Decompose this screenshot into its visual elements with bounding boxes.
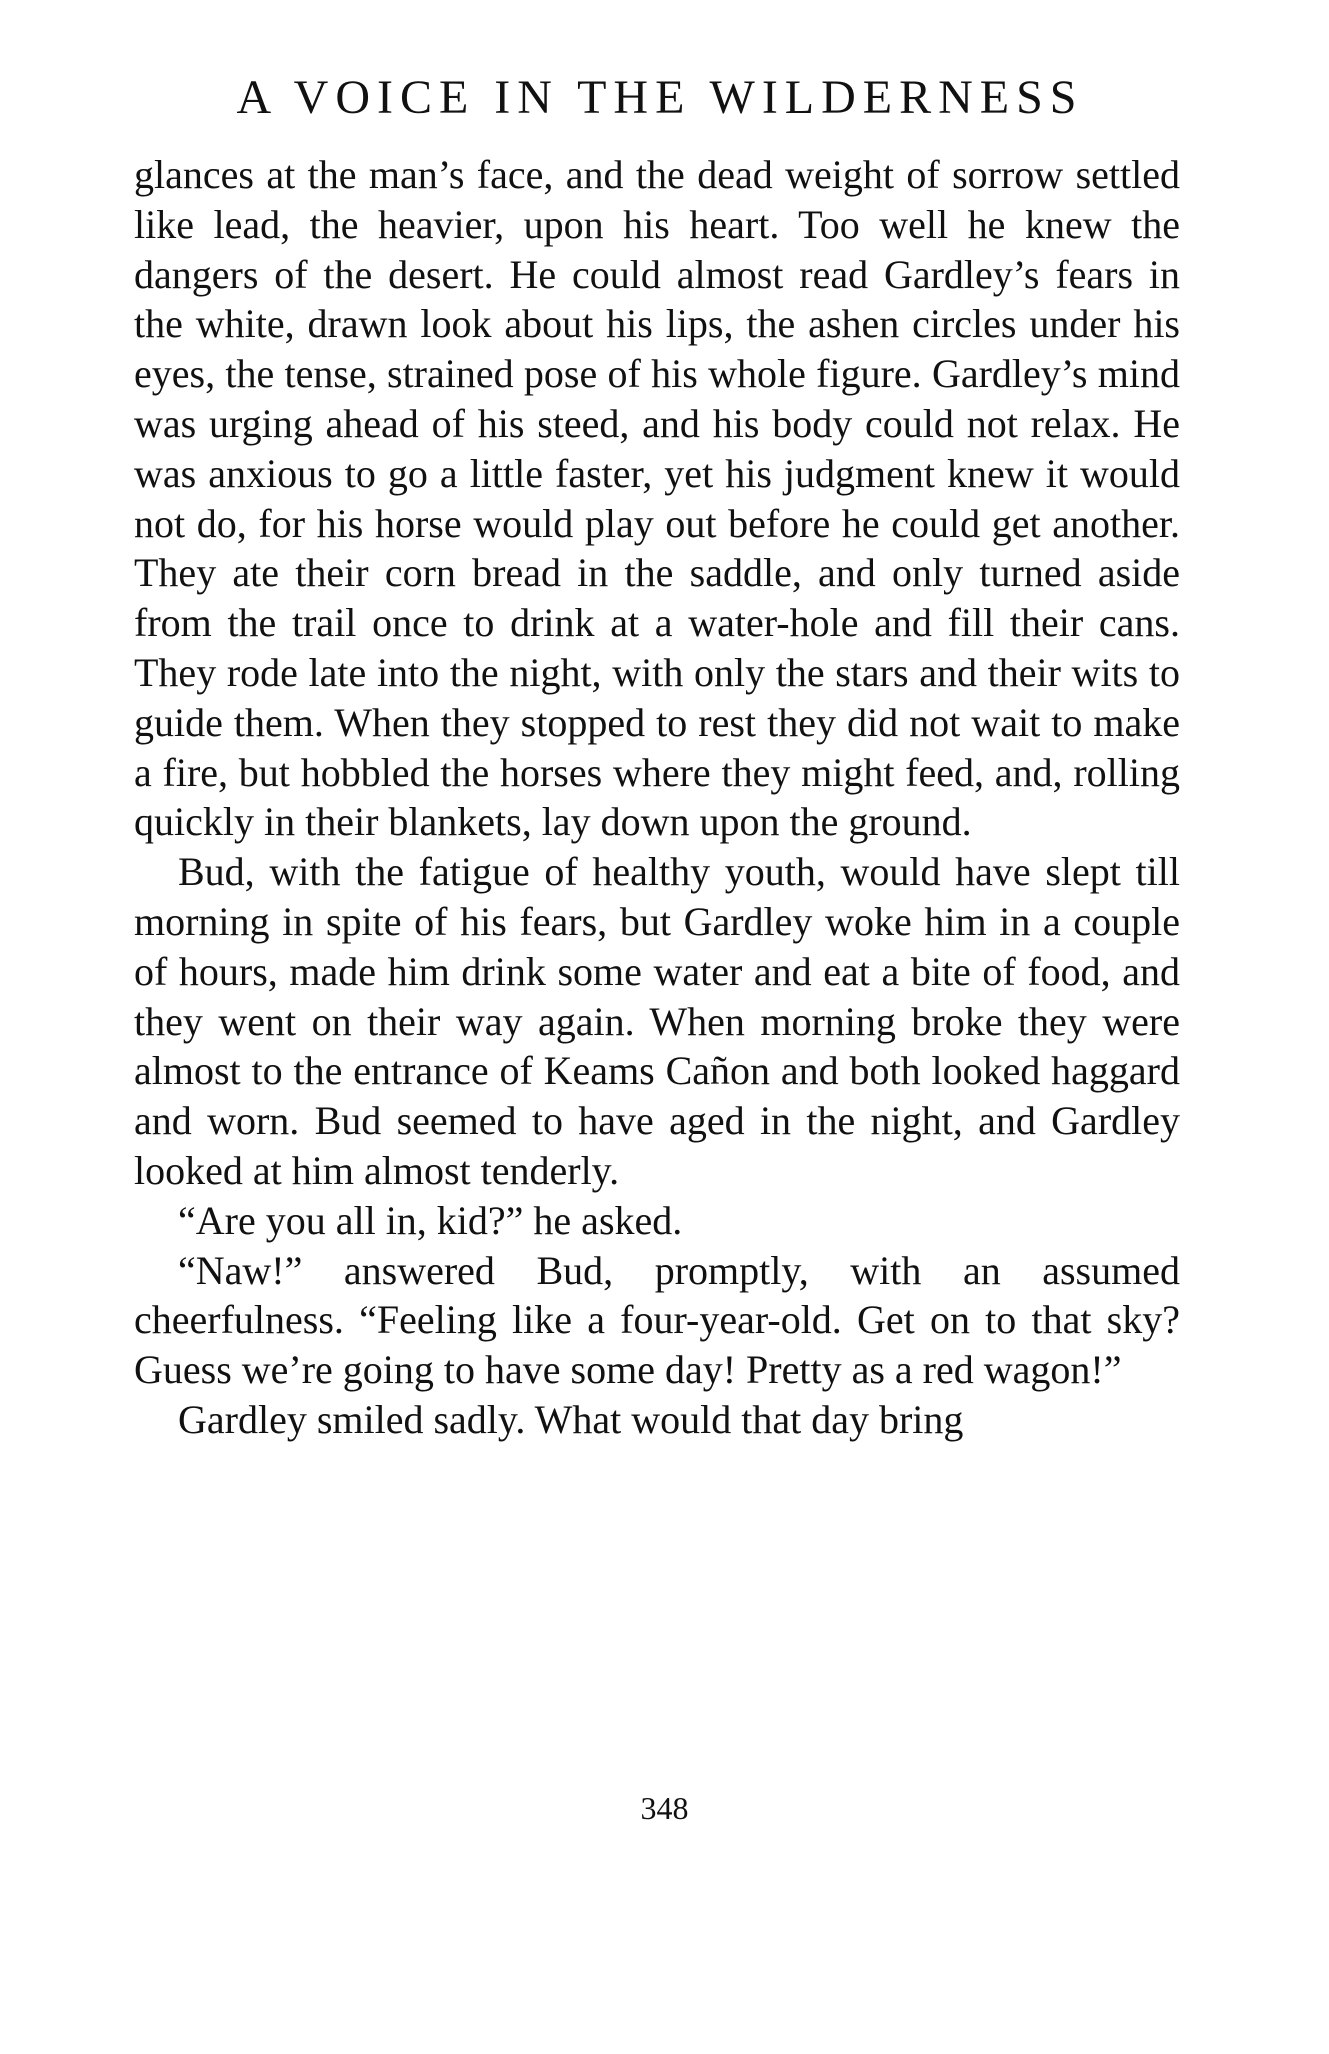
paragraph: Bud, with the fatigue of healthy youth, would have slept till morning in spite of his fears, but Gardley woke him in a couple of hours, made him drink some water and eat a bite of food, and they went on their way again. When morning broke they were almost to the entrance of Keams Cañon and both looked haggard and worn. Bud seemed to have aged in the night, and Gardley looked at him almost tenderly. [134, 849, 1180, 1193]
running-head: A VOICE IN THE WILDERNESS [236, 71, 1084, 124]
paragraph: Gardley smiled sadly. What would that day bring [178, 1396, 964, 1442]
paragraph: “Are you all in, kid?” he asked. [178, 1197, 683, 1243]
body-text [134, 150, 1180, 1445]
paragraph: “Naw!” answered Bud, promptly, with an assumed cheerfulness. “Feeling like a four-year-old. Get on to that sky? Guess we’re going to have some day! Pretty as a red wagon!” [134, 1247, 1180, 1393]
paragraph-continued: glances at the man’s face, and the dead weight of sorrow settled like lead, the heavier, upon his heart. Too well he knew the dangers of the desert. He could almost read Gardley’s fears in the white, drawn look about his lips, the ashen circles under his eyes, the tense, strained pose of his whole figure. Gardley’s mind was urging ahead of his steed, and his body could not relax. He was anxious to go a little faster, yet his judgment knew it would not do, for his horse would play out before he could get another. They ate their corn bread in the saddle, and only turned aside from the trail once to drink at a water-hole and fill their cans. They rode late into the night, with only the stars and their wits to guide them. When they stopped to rest they did not wait to make a fire, but hobbled the horses where they might feed, and, rolling quickly in their blankets, lay down upon the ground. [134, 152, 1180, 845]
page-number: 348 [640, 1790, 689, 1826]
